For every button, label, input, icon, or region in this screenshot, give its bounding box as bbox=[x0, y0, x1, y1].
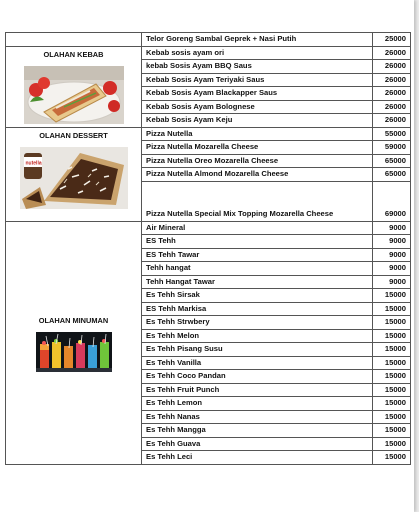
menu-item-name: Kebab Sosis Ayam Teriyaki Saus bbox=[142, 73, 373, 87]
menu-item-name: Es Tehh Fruit Punch bbox=[142, 383, 373, 397]
menu-item-name: Kebab sosis ayam ori bbox=[142, 46, 373, 60]
category-cell-kebab bbox=[6, 46, 142, 127]
menu-item-price: 15000 bbox=[373, 410, 411, 424]
menu-item-name: Tehh hangat bbox=[142, 262, 373, 276]
menu-item-name: Pizza Nutella Special Mix Topping Mozarella Cheese bbox=[142, 181, 373, 221]
menu-item-name: Es Tehh Coco Pandan bbox=[142, 370, 373, 384]
menu-item-price: 15000 bbox=[373, 397, 411, 411]
menu-item-name: Es Tehh Vanilla bbox=[142, 356, 373, 370]
table-row bbox=[6, 33, 411, 47]
menu-item-price: 65000 bbox=[373, 168, 411, 182]
menu-item-name: Pizza Nutella Oreo Mozarella Cheese bbox=[142, 154, 373, 168]
menu-item-name: Es Tehh Guava bbox=[142, 437, 373, 451]
menu-item-name: Es Tehh Melon bbox=[142, 329, 373, 343]
menu-item-price: 15000 bbox=[373, 424, 411, 438]
menu-item-name: Pizza Nutella bbox=[142, 127, 373, 141]
empty-category-cell bbox=[6, 33, 142, 47]
menu-item-price: 55000 bbox=[373, 127, 411, 141]
menu-item-name: Pizza Nutella Almond Mozarella Cheese bbox=[142, 168, 373, 182]
kebab-photo bbox=[24, 66, 124, 124]
menu-item-name: Es Tehh Leci bbox=[142, 451, 373, 465]
menu-item-name: ES Tehh Markisa bbox=[142, 302, 373, 316]
menu-item-price: 26000 bbox=[373, 46, 411, 60]
category-cell-dessert bbox=[6, 127, 142, 221]
menu-item-price: 15000 bbox=[373, 370, 411, 384]
menu-item-name: Es Tehh Nanas bbox=[142, 410, 373, 424]
category-cell-minuman bbox=[6, 221, 142, 464]
table-row bbox=[6, 127, 411, 141]
menu-item-price: 25000 bbox=[373, 33, 411, 47]
menu-table bbox=[5, 32, 411, 465]
menu-item-name: Air Mineral bbox=[142, 221, 373, 235]
menu-item-name: kebab Sosis Ayam BBQ Saus bbox=[142, 60, 373, 74]
menu-item-price: 15000 bbox=[373, 302, 411, 316]
menu-item-name: ES Tehh Tawar bbox=[142, 248, 373, 262]
menu-item-price: 15000 bbox=[373, 316, 411, 330]
menu-item-price: 26000 bbox=[373, 60, 411, 74]
menu-item-price: 15000 bbox=[373, 437, 411, 451]
menu-item-price: 9000 bbox=[373, 275, 411, 289]
menu-item-price: 69000 bbox=[373, 181, 411, 221]
menu-item-name: Es Tehh Strwbery bbox=[142, 316, 373, 330]
menu-item-price: 15000 bbox=[373, 356, 411, 370]
category-label: OLAHAN MINUMAN bbox=[38, 316, 109, 325]
menu-item-price: 59000 bbox=[373, 141, 411, 155]
category-label: OLAHAN KEBAB bbox=[43, 49, 104, 59]
menu-item-price: 15000 bbox=[373, 289, 411, 303]
menu-item-name: Kebab Sosis Ayam Keju bbox=[142, 114, 373, 128]
menu-item-price: 15000 bbox=[373, 383, 411, 397]
menu-item-price: 9000 bbox=[373, 221, 411, 235]
menu-item-price: 26000 bbox=[373, 73, 411, 87]
menu-item-price: 26000 bbox=[373, 114, 411, 128]
drinks-photo bbox=[36, 332, 112, 372]
menu-item-name: Telor Goreng Sambal Geprek + Nasi Putih bbox=[142, 33, 373, 47]
menu-item-name: Kebab Sosis Ayam Blackapper Saus bbox=[142, 87, 373, 101]
menu-item-price: 15000 bbox=[373, 451, 411, 465]
menu-item-name: Es Tehh Lemon bbox=[142, 397, 373, 411]
menu-item-name: Es Tehh Pisang Susu bbox=[142, 343, 373, 357]
table-row bbox=[6, 221, 411, 235]
menu-item-price: 26000 bbox=[373, 87, 411, 101]
menu-item-price: 9000 bbox=[373, 262, 411, 276]
pizza-nutella-photo bbox=[20, 147, 128, 209]
menu-item-price: 15000 bbox=[373, 329, 411, 343]
menu-item-name: ES Tehh bbox=[142, 235, 373, 249]
menu-item-name: Tehh Hangat Tawar bbox=[142, 275, 373, 289]
table-row bbox=[6, 46, 411, 60]
menu-item-price: 26000 bbox=[373, 100, 411, 114]
menu-item-price: 15000 bbox=[373, 343, 411, 357]
menu-item-price: 9000 bbox=[373, 235, 411, 249]
category-label: OLAHAN DESSERT bbox=[39, 130, 108, 140]
menu-item-name: Kebab Sosis Ayam Bolognese bbox=[142, 100, 373, 114]
svg-text:nutella: nutella bbox=[25, 160, 42, 166]
menu-item-name: Es Tehh Sirsak bbox=[142, 289, 373, 303]
menu-item-price: 65000 bbox=[373, 154, 411, 168]
menu-item-name: Es Tehh Mangga bbox=[142, 424, 373, 438]
menu-item-name: Pizza Nutella Mozarella Cheese bbox=[142, 141, 373, 155]
menu-item-price: 9000 bbox=[373, 248, 411, 262]
